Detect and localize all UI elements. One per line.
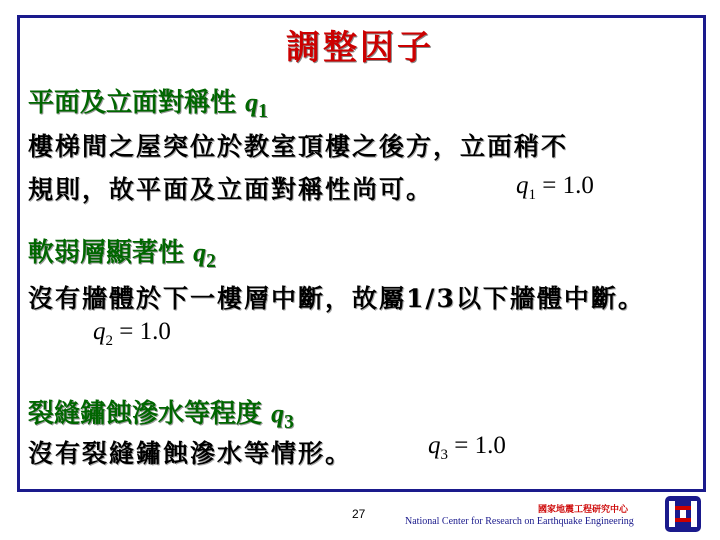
section-1-body-line-2: 規則，故平面及立面對稱性尚可。	[28, 175, 434, 204]
section-3-heading-text: 裂縫鏽蝕滲水等程度	[28, 399, 263, 429]
ncree-logo-icon	[664, 495, 702, 533]
section-3-heading	[28, 393, 294, 434]
section-1-equation: $q_1 = 1.0$	[516, 172, 594, 203]
section-1-body-line-1: 樓梯間之屋突位於教室頂樓之後方，立面稍不	[28, 132, 569, 161]
section-2-body-line-1: 沒有牆體於下一樓層中斷，故屬1/3以下牆體中斷。	[28, 284, 645, 313]
org-name-cn: 國家地震工程研究中心	[538, 505, 629, 515]
section-2-equation: $q_2 = 1.0$	[93, 318, 171, 349]
slide-title: 調整因子	[286, 28, 434, 68]
section-1-q-symbol: $q_1$	[245, 88, 268, 123]
section-1-heading-text: 平面及立面對稱性	[28, 88, 237, 118]
section-3-equation: $q_3 = 1.0$	[428, 432, 506, 463]
section-2-heading	[28, 232, 216, 273]
section-1-heading	[28, 82, 268, 123]
section-2-q-symbol: $q_2$	[193, 238, 216, 273]
section-2-heading-text: 軟弱層顯著性	[28, 238, 185, 268]
section-3-q-symbol: $q_3$	[271, 399, 294, 434]
org-name-en: National Center for Research on Earthquake Engineering	[405, 516, 634, 527]
section-3-body-line-1: 沒有裂縫鏽蝕滲水等情形。	[28, 439, 353, 468]
page-number: 27	[352, 507, 366, 521]
